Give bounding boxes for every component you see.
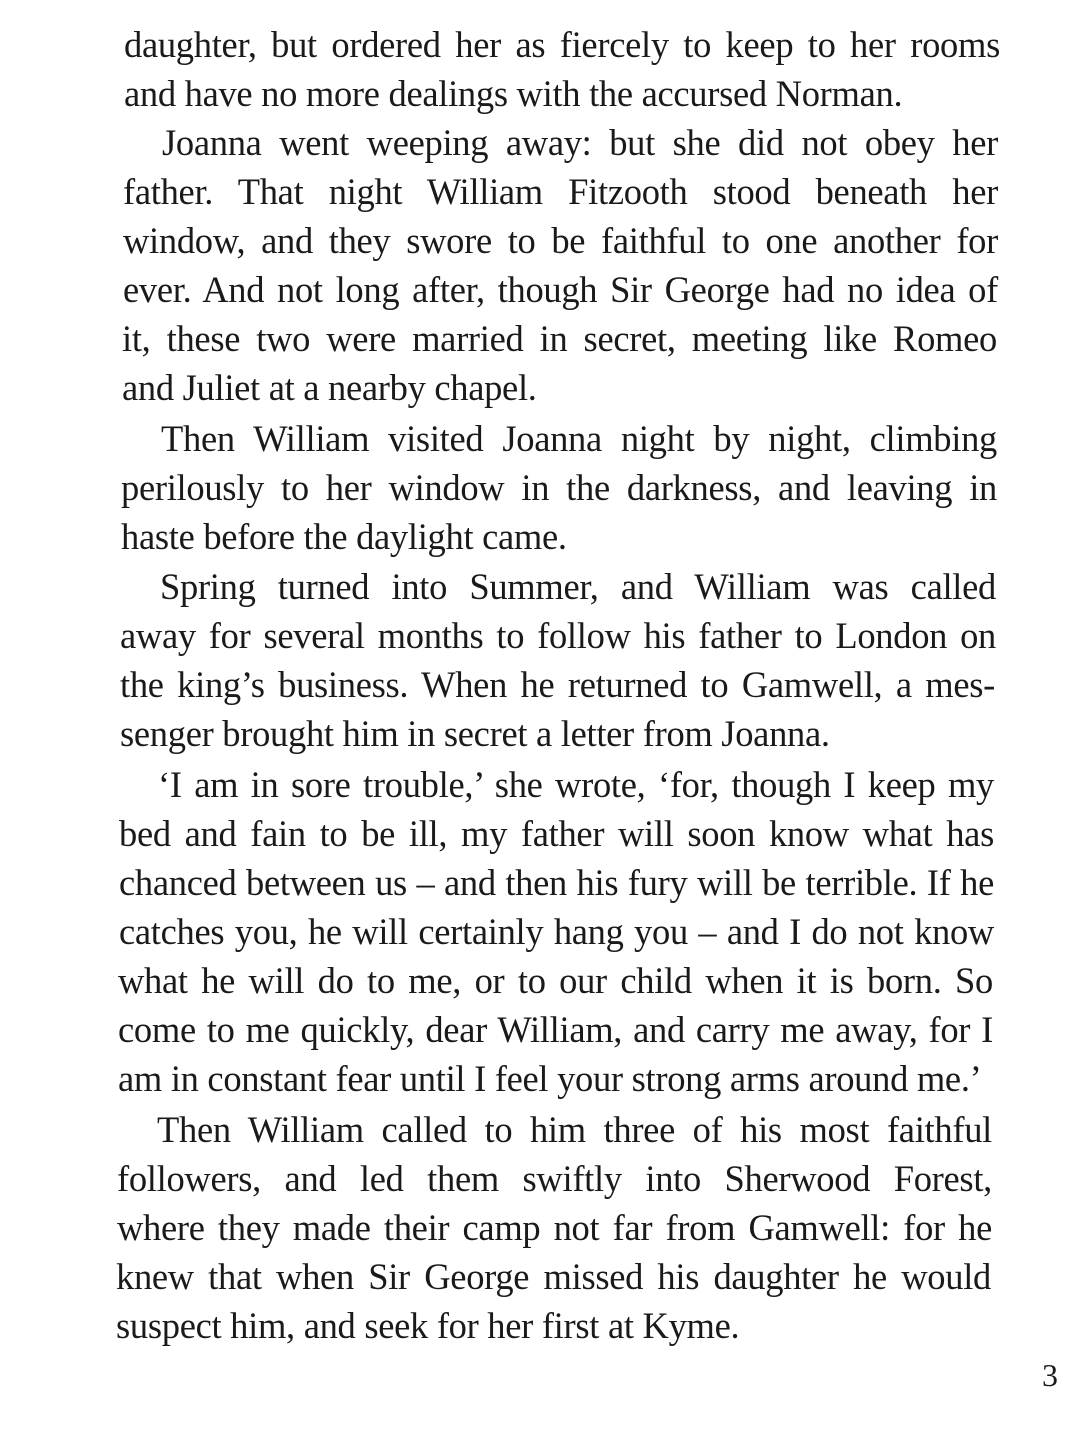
paragraph-first-line: Then William visited Joanna night by night, climbing <box>161 418 997 459</box>
page-number: 3 <box>1042 1357 1058 1393</box>
text-line: window, and they swore to be faithful to one another for <box>123 220 998 261</box>
text-line: perilously to her window in the darkness, and leaving in <box>121 467 997 508</box>
text-line: where they made their camp not far from Gamwell: for he <box>117 1207 992 1248</box>
text-line: senger brought him in secret a letter from Joanna. <box>120 713 830 754</box>
text-line: suspect him, and seek for her first at Kyme. <box>116 1305 740 1346</box>
text-line: father. That night William Fitzooth stood beneath her <box>123 171 998 212</box>
text-line: and have no more dealings with the accursed Norman. <box>124 73 903 114</box>
text-line: knew that when Sir George missed his daughter he would <box>116 1256 991 1297</box>
text-line: ever. And not long after, though Sir George had no idea of <box>123 269 998 310</box>
text-line: come to me quickly, dear William, and carry me away, for I <box>118 1009 993 1050</box>
text-line: catches you, he will certainly hang you – and I do not know <box>119 911 994 952</box>
text-line: am in constant fear until I feel your strong arms around me.’ <box>118 1058 982 1099</box>
text-line: the king’s business. When he returned to Gamwell, a mes- <box>120 664 995 705</box>
text-line: haste before the daylight came. <box>121 516 567 557</box>
text-line: daughter, but ordered her as fiercely to keep to her rooms <box>124 24 1000 65</box>
paragraph-first-line: Then William called to him three of his most faithful <box>157 1109 992 1150</box>
text-line: followers, and led them swiftly into Sherwood Forest, <box>117 1158 992 1199</box>
text-line: chanced between us – and then his fury will be terrible. If he <box>119 862 994 903</box>
text-line: and Juliet at a nearby chapel. <box>122 367 537 408</box>
text-line: away for several months to follow his father to London on <box>120 615 996 656</box>
text-line: bed and fain to be ill, my father will soon know what has <box>119 813 994 854</box>
text-line: what he will do to me, or to our child when it is born. So <box>118 960 993 1001</box>
paragraph-first-line: ‘I am in sore trouble,’ she wrote, ‘for, though I keep my <box>158 764 994 805</box>
paragraph-first-line: Spring turned into Summer, and William was called <box>160 566 996 607</box>
paragraph-first-line: Joanna went weeping away: but she did not obey her <box>162 122 998 163</box>
text-line: it, these two were married in secret, meeting like Romeo <box>122 318 997 359</box>
